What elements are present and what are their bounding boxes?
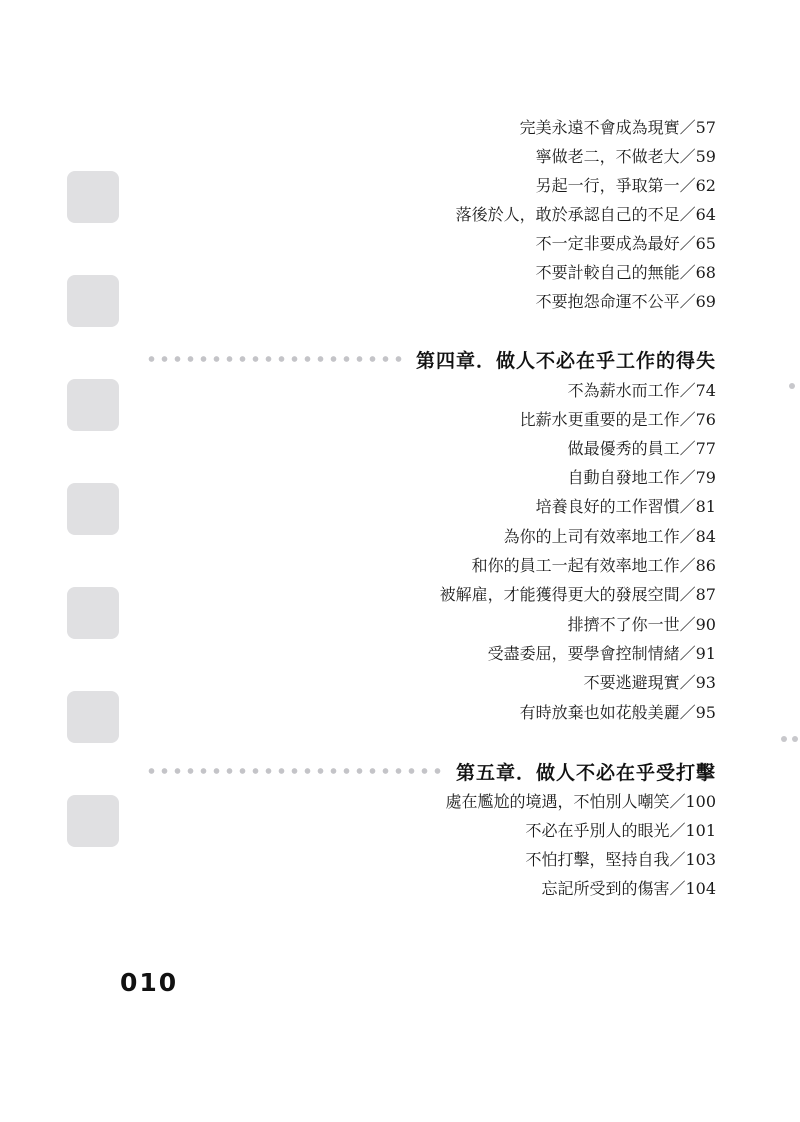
toc-entry: 不一定非要成為最好／65 bbox=[535, 234, 716, 253]
dot-leader bbox=[145, 355, 402, 363]
toc-entry: 不要計較自己的無能／68 bbox=[535, 263, 716, 282]
side-tab bbox=[67, 379, 119, 431]
toc-entry: 另起一行，爭取第一／62 bbox=[535, 176, 716, 195]
toc-entry: 排擠不了你一世／90 bbox=[567, 615, 716, 634]
edge-dot bbox=[789, 383, 795, 389]
toc-entry: 落後於人，敢於承認自己的不足／64 bbox=[455, 205, 716, 224]
chapter-heading-row bbox=[145, 346, 716, 372]
side-tab bbox=[67, 171, 119, 223]
page-number: 010 bbox=[120, 968, 179, 997]
toc-entry: 忘記所受到的傷害／104 bbox=[541, 879, 716, 898]
side-tab bbox=[67, 691, 119, 743]
side-tab bbox=[67, 587, 119, 639]
chapter-title: 第四章．做人不必在乎工作的得失 bbox=[415, 349, 716, 372]
side-tab bbox=[67, 275, 119, 327]
edge-dot bbox=[781, 736, 787, 742]
toc-entry: 處在尷尬的境遇，不怕別人嘲笑／100 bbox=[445, 792, 716, 811]
toc-entry: 培養良好的工作習慣／81 bbox=[535, 497, 716, 516]
toc-entry: 不要逃避現實／93 bbox=[583, 673, 716, 692]
toc-entry: 不為薪水而工作／74 bbox=[567, 381, 716, 400]
toc-entry: 做最優秀的員工／77 bbox=[567, 439, 716, 458]
toc-entry: 和你的員工一起有效率地工作／86 bbox=[471, 556, 716, 575]
toc-entry: 為你的上司有效率地工作／84 bbox=[503, 527, 716, 546]
side-tab bbox=[67, 483, 119, 535]
dot-leader bbox=[145, 767, 442, 775]
chapter-heading-row bbox=[145, 758, 716, 784]
edge-dot bbox=[792, 736, 798, 742]
toc-entry: 自動自發地工作／79 bbox=[567, 468, 716, 487]
toc-entry: 寧做老二，不做老大／59 bbox=[535, 147, 716, 166]
toc-entry: 不要抱怨命運不公平／69 bbox=[535, 292, 716, 311]
chapter-title: 第五章．做人不必在乎受打擊 bbox=[455, 761, 716, 784]
side-tab bbox=[67, 795, 119, 847]
toc-entry: 被解雇，才能獲得更大的發展空間／87 bbox=[439, 585, 716, 604]
toc-entry: 比薪水更重要的是工作／76 bbox=[519, 410, 716, 429]
toc-entry: 有時放棄也如花般美麗／95 bbox=[519, 703, 716, 722]
toc-entry: 受盡委屈，要學會控制情緒／91 bbox=[487, 644, 716, 663]
toc-entry: 完美永遠不會成為現實／57 bbox=[519, 118, 716, 137]
toc-entry: 不必在乎別人的眼光／101 bbox=[525, 821, 716, 840]
toc-entry: 不怕打擊，堅持自我／103 bbox=[525, 850, 716, 869]
